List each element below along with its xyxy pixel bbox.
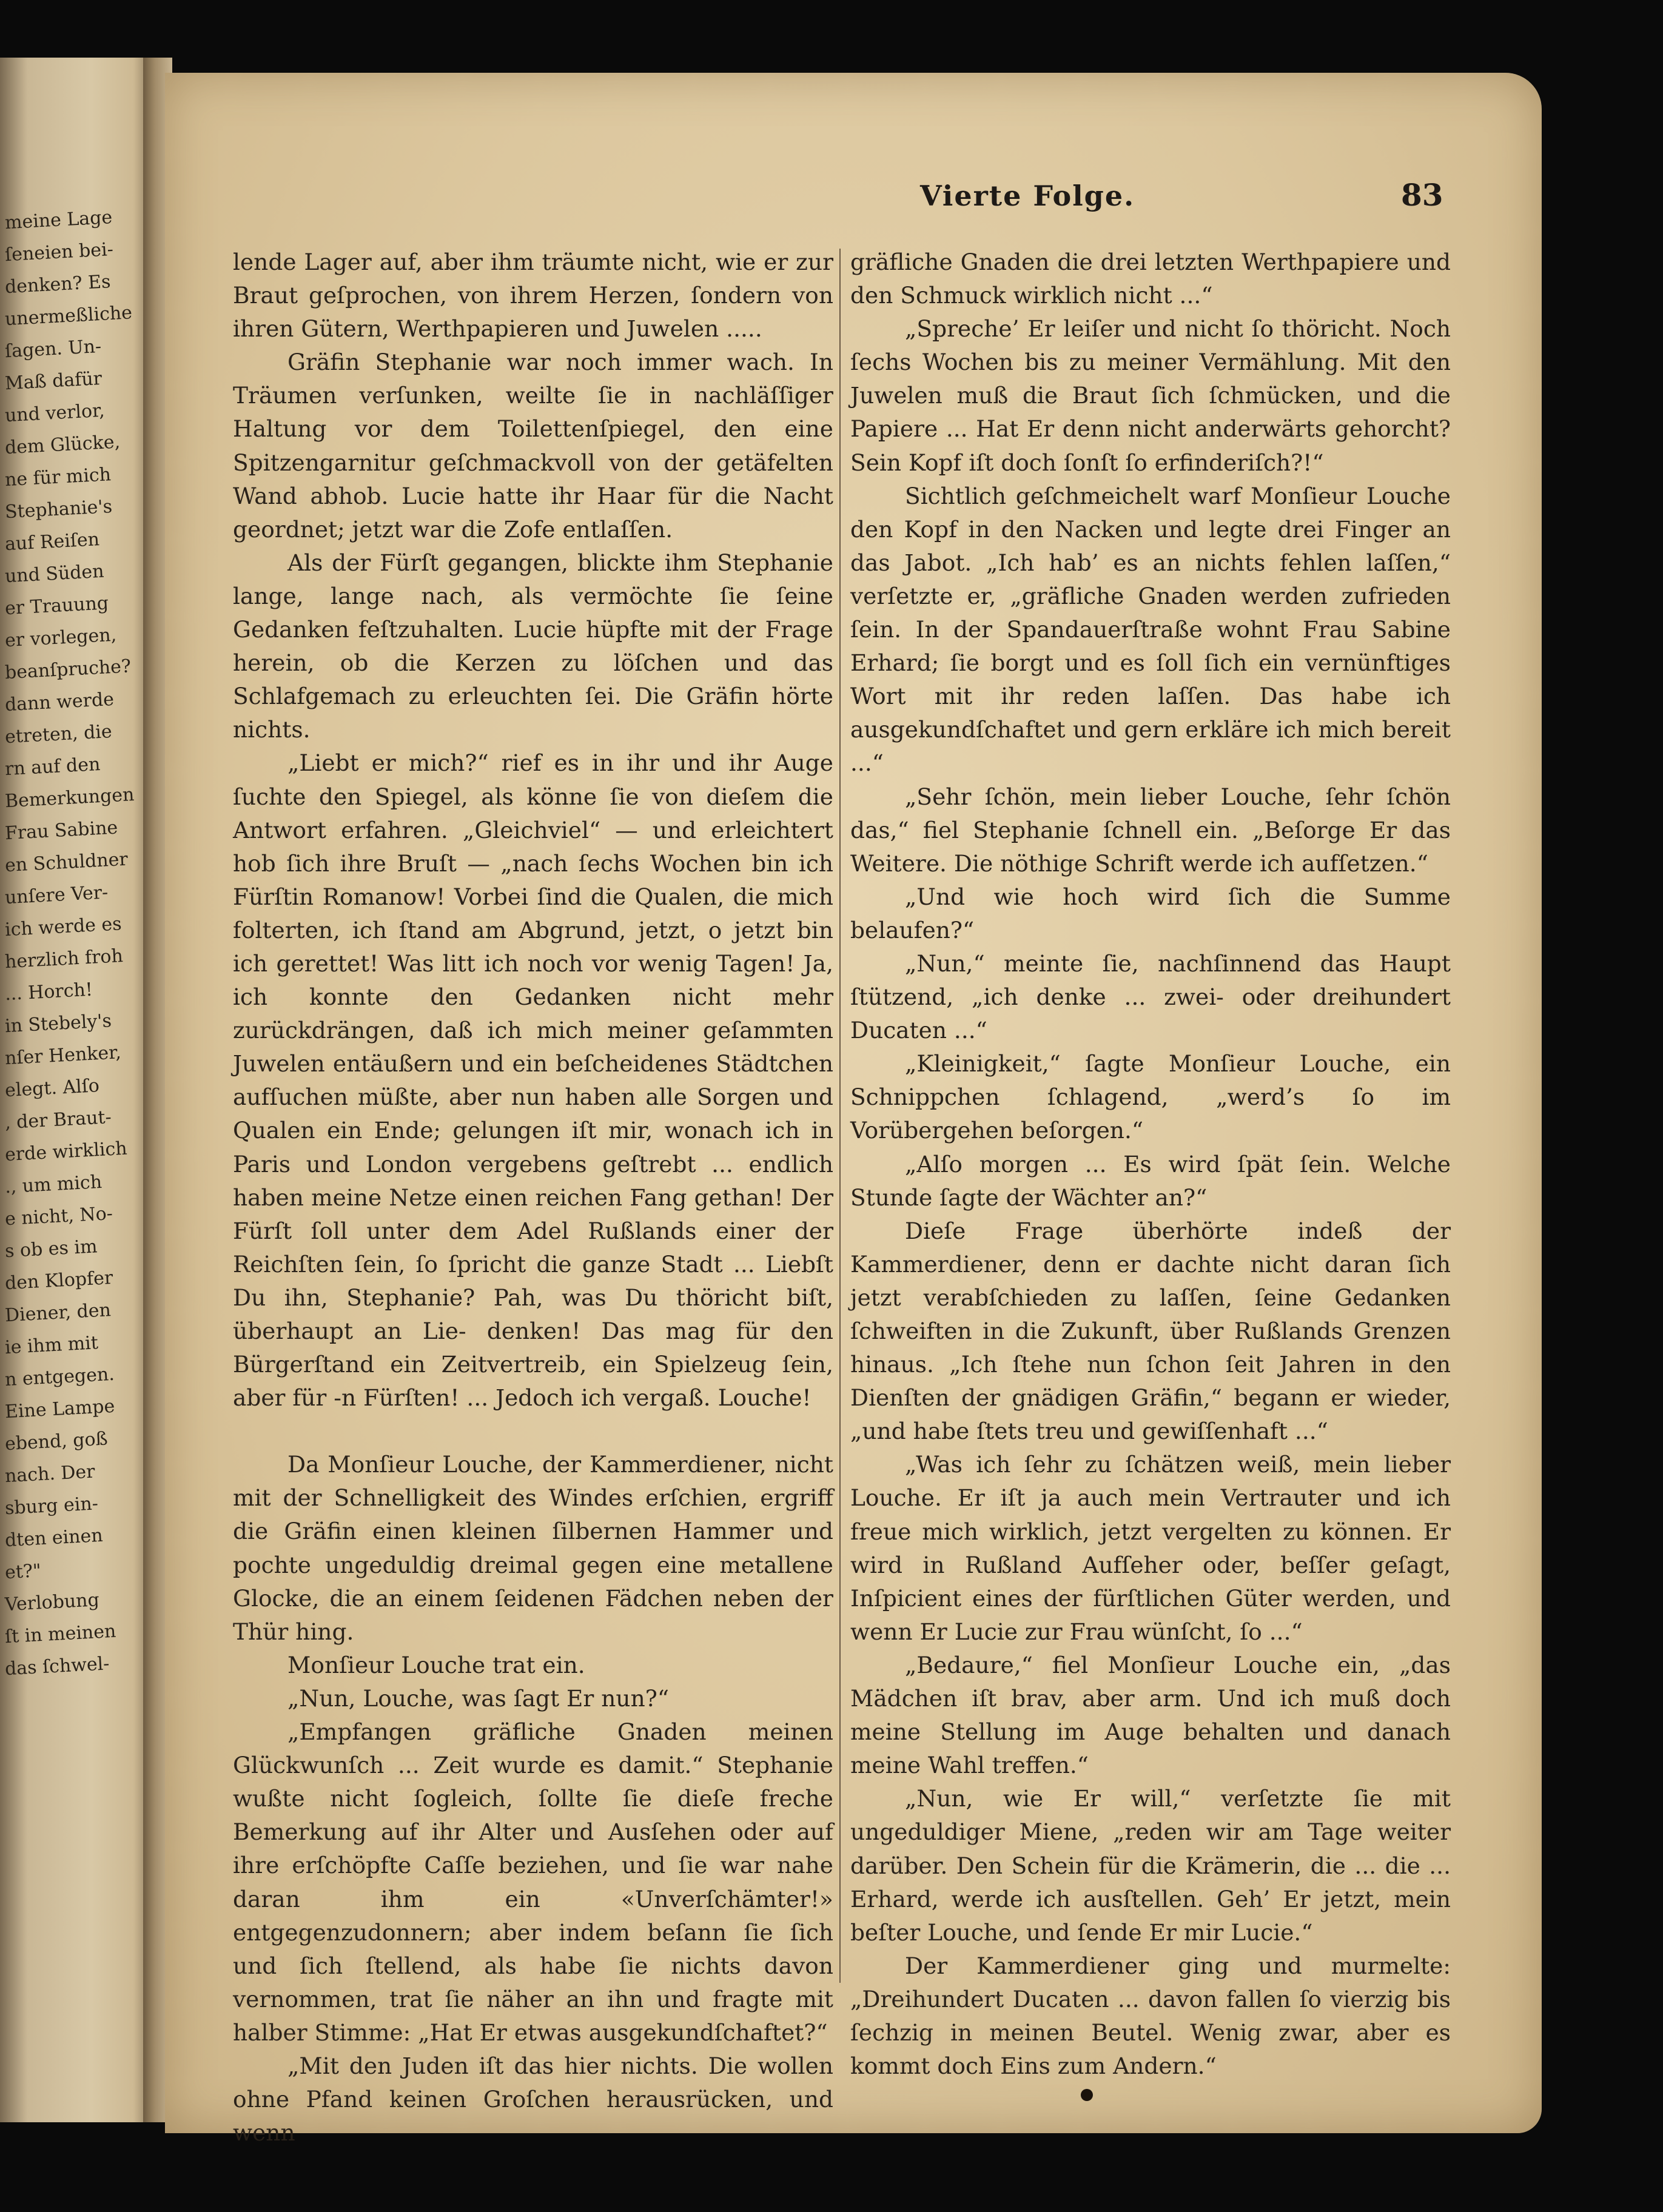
previous-page-text-fragment: sburg ein- bbox=[4, 1493, 99, 1520]
previous-page-text-fragment: etreten, die bbox=[4, 721, 113, 748]
book-page bbox=[165, 73, 1542, 2147]
text-column-left bbox=[233, 246, 833, 2150]
ink-blot bbox=[1081, 2089, 1093, 2101]
previous-page-text-fragment: meine Lage bbox=[4, 206, 113, 234]
previous-page-text-fragment: nach. Der bbox=[4, 1461, 96, 1487]
paragraph: „Sehr ſchön, mein lieber Louche, ſehr ſchön das,“ fiel Stephanie ſchnell ein. „Beſorge Er das Weitere. Die nöthige Schrift werde ich aufſetzen.“ bbox=[850, 783, 1451, 877]
previous-page-text-fragment: en Schuldner bbox=[4, 848, 129, 877]
paragraph: „Und wie hoch wird ſich die Summe belaufen?“ bbox=[850, 883, 1451, 943]
previous-page-text-fragment: den Klopfer bbox=[4, 1267, 114, 1295]
previous-page-text-fragment: n entgegen. bbox=[4, 1363, 115, 1391]
paragraph: „Was ich ſehr zu ſchätzen weiß, mein lieber Louche. Er iſt ja auch mein Vertrauter und ich freue mich wirklich, jetzt vergelten zu können. Er wird in Rußland Aufſeher oder, beſſer geſagt, Inſpicient eines der fürſtlichen Güter werden, und wenn Er Lucie zur Frau wünſcht, ſo ...“ bbox=[850, 1451, 1451, 1645]
paragraph: gräfliche Gnaden die drei letzten Werthpapiere und den Schmuck wirklich nicht ...“ bbox=[850, 249, 1451, 309]
paragraph: „Spreche’ Er leiſer und nicht ſo thöricht. Noch ſechs Wochen bis zu meiner Vermählung. Mit den Juwelen muß die Braut ſich ſchmücken, und die Papiere ... Hat Er denn nicht anderwärts gehorcht? Sein Kopf iſt doch ſonſt ſo erfinderiſch?!“ bbox=[850, 315, 1451, 476]
previous-page-text-fragment: ſagen. Un- bbox=[4, 335, 102, 363]
paragraph: „Nun, wie Er will,“ verſetzte ſie mit ungeduldiger Miene, „reden wir am Tage weiter darüber. Den Schein für die Krämerin, die ... die ... Erhard, werde ich ausſtellen. Geh’ Er jetzt, mein beſter Louche, und ſende Er mir Lucie.“ bbox=[850, 1785, 1451, 1946]
paragraph: lende Lager auf, aber ihm träumte nicht, wie er zur Braut geſprochen, von ihrem Herzen, ſondern von ihren Gütern, Werthpapieren und Juwelen ..... bbox=[233, 249, 833, 343]
previous-page-text-fragment: , der Braut- bbox=[4, 1107, 112, 1134]
previous-page-text-fragment: und Süden bbox=[4, 560, 105, 588]
previous-page-text-fragment: ie ihm mit bbox=[4, 1332, 99, 1359]
previous-page-text-fragment: Verlobung bbox=[4, 1589, 100, 1616]
previous-page-text-fragment: elegt. Alſo bbox=[4, 1075, 100, 1102]
paragraph: „Bedaure,“ fiel Monſieur Louche ein, „das Mädchen iſt brav, aber arm. Und ich muß doch meine Stellung im Auge behalten und danach meine Wahl treffen.“ bbox=[850, 1651, 1451, 1779]
paragraph: „Nun, Louche, was ſagt Er nun?“ bbox=[287, 1684, 670, 1712]
paragraph: „Kleinigkeit,“ ſagte Monſieur Louche, ein Schnippchen ſchlagend, „werd’s ſo im Vorübergehen beſorgen.“ bbox=[850, 1050, 1451, 1144]
previous-page-text-fragment: er Trauung bbox=[4, 592, 109, 620]
previous-page-text-fragment: unſere Ver- bbox=[4, 882, 109, 909]
paragraph: „Empfangen gräfliche Gnaden meinen Glückwunſch ... Zeit wurde es damit.“ Stephanie wußte nicht ſogleich, ſollte ſie dieſe freche Bemerkung auf ihr Alter und Ausſehen oder auf ihre erſchöpfte Caſſe beziehen, und ſie war nahe daran ihm ein «Unverſchämter!» entgegenzudonnern; aber indem beſann ſie ſich und ſich ſtellend, als habe ſie nichts davon vernommen, trat ſie näher an ihn und fragte mit halber Stimme: „Hat Er etwas ausgekundſchaftet?“ bbox=[233, 1718, 833, 2046]
paragraph: „Mit den Juden iſt das hier nichts. Die wollen ohne Pfand keinen Groſchen herausrücken, und wenn bbox=[233, 2052, 833, 2147]
paragraph: Der Kammerdiener ging und murmelte: „Dreihundert Ducaten ... davon fallen ſo vierzig bis ſechzig in meinen Beutel. Wenig zwar, aber es kommt doch Eins zum Andern.“ bbox=[850, 1952, 1451, 2080]
previous-page-text-fragment: Eine Lampe bbox=[4, 1395, 116, 1423]
previous-page-text-fragment: beanſpruche? bbox=[4, 655, 132, 684]
paragraph: „Nun,“ meinte ſie, nachſinnend das Haupt ſtützend, „ich denke ... zwei- oder dreihundert Ducaten ...“ bbox=[850, 950, 1451, 1044]
previous-page-text-fragment: auf Reiſen bbox=[4, 529, 100, 555]
paragraph: „Liebt er mich?“ rief es in ihr und ihr Auge ſuchte den Spiegel, als könne ſie von dieſem die Antwort erfahren. „Gleichviel“ — und erleichtert hob ſich ihre Bruſt — „nach ſechs Wochen bin ich Fürſtin Romanow! Vorbei ſind die Qualen, die mich folterten, ich ſtand am Abgrund, jetzt, o jetzt bin ich gerettet! Was litt ich noch vor wenig Tagen! Ja, ich konnte den Gedanken nicht mehr zurückdrängen, daß ich mich meiner geſammten Juwelen entäußern und ein beſcheidenes Städtchen aufſuchen müßte, aber nun haben alle Sorgen und Qualen ein Ende; gelungen iſt mir, wonach ich in Paris und London vergebens geſtrebt ... endlich haben meine Netze einen reichen Fang gethan! Der Fürſt ſoll unter dem Adel Rußlands einer der Reichſten ſein, ſo ſpricht die ganze Stadt ... Liebſt Du ihn, Stephanie? Pah, was Du thöricht biſt, überhaupt an Lie- denken! Das mag für den Bürgerſtand ein Zeitvertreib, ein Spielzeug ſein, aber für -n Fürſten! ... Jedoch ich vergaß. Louche! bbox=[233, 749, 833, 1412]
paragraph: Sichtlich geſchmeichelt warf Monſieur Louche den Kopf in den Nacken und legte drei Finger an das Jabot. „Ich hab’ es an nichts fehlen laſſen,“ verſetzte er, „gräfliche Gnaden werden zufrieden ſein. In der Spandauerſtraße wohnt Frau Sabine Erhard; ſie borgt und es ſoll ſich ein vernünftiges Wort mit ihr reden laſſen. Das habe ich ausgekundſchaftet und gern erkläre ich mich bereit ...“ bbox=[850, 482, 1451, 777]
previous-page-edge bbox=[0, 58, 152, 2122]
previous-page-text-fragment: Maß dafür bbox=[4, 367, 102, 395]
running-title: Vierte Folge. bbox=[920, 179, 1135, 212]
previous-page-text-fragment: ebend, goß bbox=[4, 1428, 109, 1455]
paragraph: Da Monſieur Louche, der Kammerdiener, nicht mit der Schnelligkeit des Windes erſchien, ergriff die Gräfin einen kleinen ſilbernen Hammer und pochte ungeduldig dreimal gegen eine metallene Glocke, die an einem ſeidenen Fädchen neben der Thür hing. bbox=[233, 1451, 833, 1645]
paragraph: Monſieur Louche trat ein. bbox=[287, 1651, 585, 1678]
paragraph: Gräfin Stephanie war noch immer wach. In Träumen verſunken, weilte ſie in nachläſſiger Haltung vor dem Toilettenſpiegel, den eine Spitzengarnitur geſchmackvoll von der getäfelten Wand abhob. Lucie hatte ihr Haar für die Nacht geordnet; jetzt war die Zofe entlaſſen. bbox=[233, 349, 833, 543]
paragraph: „Alſo morgen ... Es wird ſpät ſein. Welche Stunde ſagte der Wächter an?“ bbox=[850, 1150, 1451, 1211]
previous-page-text-fragment: er vorlegen, bbox=[4, 624, 117, 652]
previous-page-text-fragment: herzlich froh bbox=[4, 945, 124, 973]
previous-page-text-fragment: e nicht, No- bbox=[4, 1202, 113, 1230]
previous-page-text-fragment: ... Horch! bbox=[4, 979, 93, 1005]
previous-page-text-fragment: et?" bbox=[4, 1560, 42, 1584]
previous-page-text-fragment: dann werde bbox=[4, 688, 115, 716]
previous-page-text-fragment: Stephanie's bbox=[4, 495, 113, 523]
previous-page-text-fragment: ich werde es bbox=[4, 913, 123, 941]
previous-page-text-fragment: unermeßliche bbox=[4, 302, 133, 330]
page-number: 83 bbox=[1401, 177, 1443, 213]
previous-page-text-fragment: s ob es im bbox=[4, 1236, 98, 1262]
paragraph: Dieſe Frage überhörte indeß der Kammerdiener, denn er dachte nicht daran ſich jetzt verabſchieden zu laſſen, ſeine Gedanken ſchweiften in die Zukunft, über Rußlands Grenzen hinaus. „Ich ſtehe nun ſchon ſeit Jahren in den Dienſten der gnädigen Gräfin,“ begann er wieder, „und habe ſtets treu und gewiſſenhaft ...“ bbox=[850, 1217, 1451, 1445]
previous-page-text-fragment: dten einen bbox=[4, 1524, 104, 1552]
previous-page-text-fragment: denken? Es bbox=[4, 271, 112, 298]
previous-page-text-fragment: ., um mich bbox=[4, 1171, 102, 1198]
previous-page-text-fragment: dem Glücke, bbox=[4, 431, 121, 459]
column-divider bbox=[839, 249, 841, 1983]
previous-page-text-fragment: Bemerkungen bbox=[4, 784, 135, 813]
previous-page-text-fragment: und verlor, bbox=[4, 400, 106, 427]
previous-page-text-fragment: Diener, den bbox=[4, 1299, 112, 1327]
previous-page-text-fragment: nſer Henker, bbox=[4, 1042, 122, 1070]
text-column-right bbox=[850, 246, 1451, 2083]
previous-page-text-fragment: in Stebely's bbox=[4, 1010, 112, 1037]
previous-page-text-fragment: Frau Sabine bbox=[4, 817, 119, 845]
previous-page-text-fragment: das ſchwel- bbox=[4, 1653, 110, 1680]
previous-page-text-fragment: ſeneien bei- bbox=[4, 238, 114, 266]
paragraph: Als der Fürſt gegangen, blickte ihm Stephanie lange, lange nach, als vermöchte ſie ſeine Gedanken feſtzuhalten. Lucie hüpfte mit der Frage herein, ob die Kerzen zu löſchen und das Schlafgemach zu erleuchten ſei. Die Gräfin hörte nichts. bbox=[233, 549, 833, 743]
previous-page-text-fragment: ne für mich bbox=[4, 464, 112, 491]
previous-page-text-fragment: rn auf den bbox=[4, 754, 101, 780]
previous-page-text-fragment: erde wirklich bbox=[4, 1138, 128, 1166]
previous-page-text-fragment: ſt in meinen bbox=[4, 1620, 117, 1648]
